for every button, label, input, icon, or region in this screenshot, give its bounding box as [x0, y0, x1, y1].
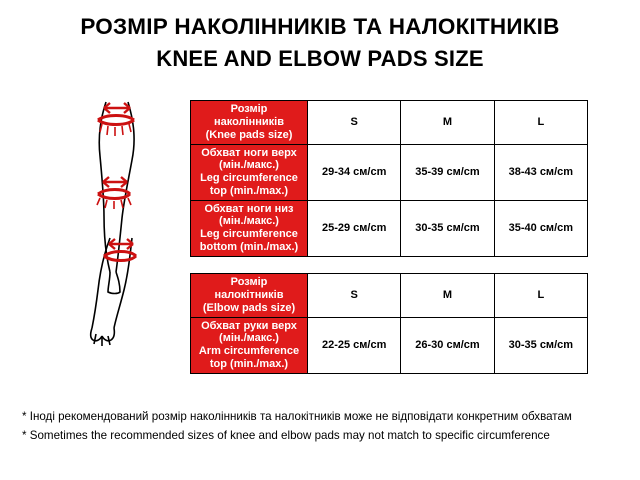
arm-diagram: [91, 238, 132, 346]
table-row: [191, 100, 588, 144]
elbow-row1-label-uk-1: Обхват руки верх: [201, 319, 297, 332]
arm-band-icon: [104, 251, 136, 260]
footnote-english: * Sometimes the recommended sizes of knee and elbow pads may not match to specific circumference: [22, 429, 550, 443]
knee-header-uk-2: наколінників: [214, 115, 284, 128]
footnote-ukrainian: * Іноді рекомендований розмір наколінників та налокітників може не відповідати конкретним обхватам: [22, 410, 572, 423]
knee-table-header-cell: [191, 100, 308, 144]
knee-row2-label-uk-1: Обхват ноги низ: [204, 202, 294, 215]
elbow-row1-value-m: 26-30 см/cm: [401, 317, 494, 373]
knee-row1-label-uk-2: (мін./макс.): [219, 159, 279, 172]
elbow-row1-label-en-1: Arm circumference: [198, 345, 300, 358]
knee-size-m: M: [401, 100, 494, 144]
title-ukrainian: РОЗМІР НАКОЛІННИКІВ ТА НАЛОКІТНИКІВ: [80, 14, 560, 39]
table-row: [191, 200, 588, 256]
elbow-header-uk-1: Розмір: [230, 275, 268, 288]
knee-row1-value-s: 29-34 см/cm: [308, 144, 401, 200]
knee-row1-value-l: 38-43 см/cm: [494, 144, 587, 200]
footnotes: [22, 408, 628, 447]
body-diagrams-svg: [60, 86, 190, 348]
knee-bottom-arrow-icon: [103, 177, 127, 187]
knee-row1-label: [191, 144, 308, 200]
elbow-header-uk-2: налокітників: [214, 288, 284, 301]
table-spacer: [190, 257, 588, 273]
elbow-size-s: S: [308, 273, 401, 317]
knee-row1-value-m: 35-39 см/cm: [401, 144, 494, 200]
figures-column: [60, 86, 190, 348]
page-title: [0, 0, 640, 72]
elbow-size-m: M: [401, 273, 494, 317]
knee-header-uk-1: Розмір: [230, 102, 268, 115]
knee-header-en: (Knee pads size): [205, 128, 293, 141]
elbow-row1-label: [191, 317, 308, 373]
knee-top-arrow-icon: [104, 103, 130, 113]
knee-size-l: L: [494, 100, 587, 144]
knee-row1-label-uk-1: Обхват ноги верх: [201, 146, 297, 159]
knee-size-s: S: [308, 100, 401, 144]
elbow-table-header-cell: [191, 273, 308, 317]
elbow-header-en: (Elbow pads size): [202, 301, 296, 314]
knee-row2-label-uk-2: (мін./макс.): [219, 215, 279, 228]
table-row: [191, 144, 588, 200]
knee-row2-label-en-1: Leg circumference: [200, 228, 298, 241]
knee-row2-value-s: 25-29 см/cm: [308, 200, 401, 256]
elbow-pads-size-table: [190, 273, 588, 374]
tables-column: [190, 100, 588, 374]
elbow-row1-value-s: 22-25 см/cm: [308, 317, 401, 373]
content-area: [0, 86, 640, 370]
elbow-row1-label-uk-2: (мін./макс.): [219, 332, 279, 345]
knee-row2-value-m: 30-35 см/cm: [401, 200, 494, 256]
knee-row2-label-en-2: bottom (min./max.): [199, 240, 299, 253]
elbow-row1-label-en-2: top (min./max.): [209, 357, 289, 370]
table-row: [191, 317, 588, 373]
elbow-row1-value-l: 30-35 см/cm: [494, 317, 587, 373]
knee-top-band-icon: [98, 115, 134, 124]
title-english: KNEE AND ELBOW PADS SIZE: [156, 46, 484, 72]
knee-row1-label-en-1: Leg circumference: [200, 172, 298, 185]
knee-row1-label-en-2: top (min./max.): [209, 184, 289, 197]
knee-row2-value-l: 35-40 см/cm: [494, 200, 587, 256]
knee-row2-label: [191, 200, 308, 256]
table-row: [191, 273, 588, 317]
elbow-size-l: L: [494, 273, 587, 317]
arm-arrow-icon: [109, 239, 133, 249]
knee-pads-size-table: [190, 100, 588, 257]
